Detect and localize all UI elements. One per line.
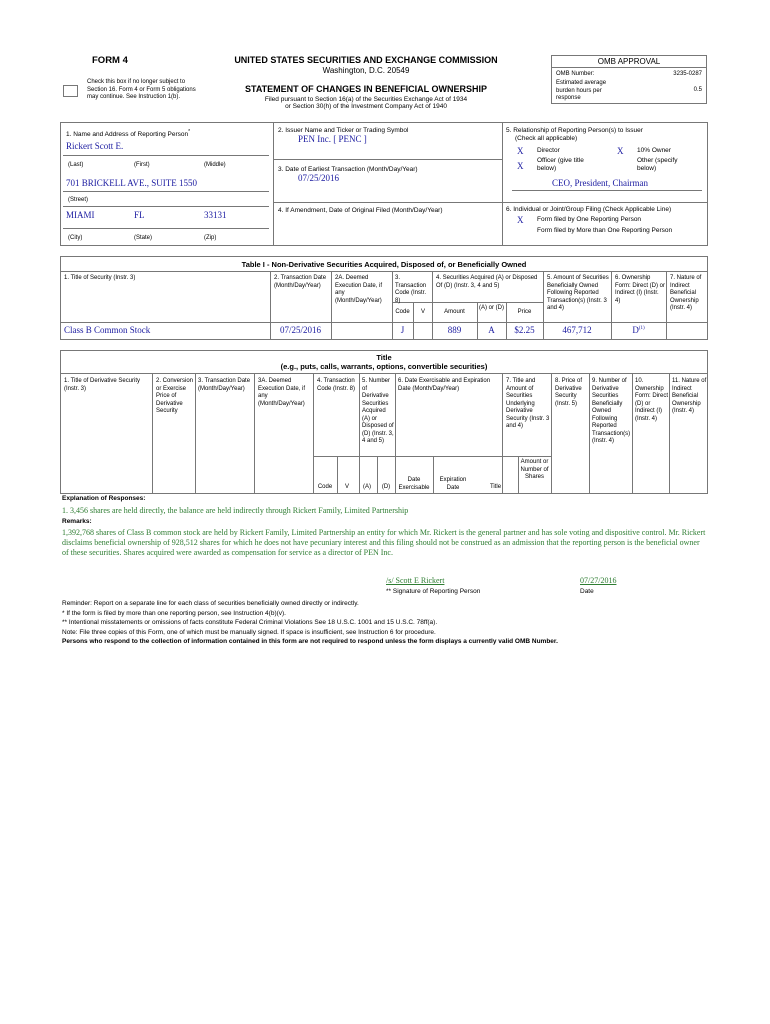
t1-row-form: $D^{(1)}$ <box>632 325 645 335</box>
street-address: 701 BRICKELL AVE., SUITE 1550 <box>66 178 198 188</box>
t2-col-underlying: 7. Title and Amount of Securities Underlying Derivative Security (Instr. 3 and 4) <box>506 378 550 429</box>
relationship-label: 5. Relationship of Reporting Person(s) to Issuer <box>506 127 643 134</box>
agency-name: UNITED STATES SECURITIES AND EXCHANGE COMMISSION <box>234 55 498 65</box>
signature-name: /s/ Scott E Rickert <box>386 576 445 585</box>
t2-sub-code: Code <box>317 484 333 490</box>
signature-date: 07/27/2016 <box>580 576 617 585</box>
reminder-text: Reminder: Report on a separate line for each class of securities beneficially owned directly or indirectly. <box>62 600 359 607</box>
earliest-transaction-date: 07/25/2016 <box>298 173 340 183</box>
last-label: (Last) <box>68 162 84 168</box>
filing-type-label: 6. Individual or Joint/Group Filing (Check Applicable Line) <box>506 206 672 213</box>
t1-col-acquired: 4. Securities Acquired (A) or Disposed Of (D) (Instr. 3, 4 and 5) <box>436 275 538 289</box>
t1-sub-v: V <box>420 309 425 315</box>
t2-col-nature: 11. Nature of Indirect Beneficial Ownership (Instr. 4) <box>672 378 707 414</box>
t1-sub-amount: Amount <box>444 309 465 315</box>
officer-title: CEO, President, Chairman <box>552 178 648 188</box>
agency-city: Washington, D.C. 20549 <box>322 66 410 75</box>
omb-number-label: OMB Number: <box>556 71 595 77</box>
t1-col-nature: 7. Nature of Indirect Beneficial Ownership (Instr. 4) <box>670 275 702 311</box>
amendment-label: 4. If Amendment, Date of Original Filed (Month/Day/Year) <box>278 207 443 214</box>
t1-col-ownership-form: 6. Ownership Form: Direct (D) or Indirect (I) (Instr. 4) <box>615 275 665 304</box>
burden-value: 0.5 <box>693 87 702 93</box>
t2-sub-expiration: Expiration Date <box>439 477 467 491</box>
reporting-person-name: Rickert Scott E. <box>66 141 124 151</box>
footnote-double-star: ** Intentional misstatements or omissions of facts constitute Federal Criminal Violations See 18 U.S.C. 1001 and 15 U.S.C. 78ff(a). <box>62 619 438 626</box>
t2-col-ownership-form: 10. Ownership Form: Direct (D) or Indirect (I) (Instr. 4) <box>635 378 668 422</box>
t2-col-deemed-date: 3A. Deemed Execution Date, if any (Month/Day/Year) <box>258 378 306 407</box>
t2-col-exercisable: 6. Date Exercisable and Expiration Date (Month/Day/Year) <box>398 378 491 392</box>
t1-row-owned: 467,712 <box>562 325 592 335</box>
street-label: (Street) <box>68 197 89 203</box>
remarks-text: 1,392,768 shares of Class B common stock are held by Rickert Family, Limited Partnership an entity for which Mr. Rickert is the general partner and has sole voting and dispositive control. Mr. Rickert disclaims beneficial ownership of 928,512 shares for which he does not have pecuniary interest and this filing should not be construed as an admission that the reporting person is the beneficial owner of these securities. Shares acquired were awarded as compensation for service as a director of PEN Inc. <box>62 528 706 557</box>
signature-date-label: Date <box>580 588 594 595</box>
t1-row-price: $2.25 <box>514 325 535 335</box>
t2-col-conversion: 2. Conversion or Exercise Price of Derivative Security <box>156 378 194 414</box>
t2-sub-d: (D) <box>381 484 391 490</box>
table-2-subtitle: (e.g., puts, calls, warrants, options, convertible securities) <box>280 362 488 371</box>
issuer-label: 2. Issuer Name and Ticker or Trading Symbol <box>278 127 409 134</box>
statement-title: STATEMENT OF CHANGES IN BENEFICIAL OWNERSHIP <box>244 84 487 94</box>
other-label: Other (specify below) <box>637 157 678 172</box>
checkbox-note: Check this box if no longer subject to Section 16. Form 4 or Form 5 obligations may continue. See Instruction 1(b). <box>87 79 196 100</box>
form-title: FORM 4 <box>92 55 128 66</box>
reporting-person-label: 1. Name and Address of Reporting Person* <box>66 129 191 139</box>
filed-pursuant-line1: Filed pursuant to Section 16(a) of the Securities Exchange Act of 1934 <box>264 96 468 103</box>
state-label: (State) <box>134 235 153 241</box>
t2-sub-amount: Amount or Number of Shares <box>520 459 549 480</box>
director-mark[interactable]: X <box>517 146 524 156</box>
t1-col-deemed-date: 2A. Deemed Execution Date, if any (Month/Day/Year) <box>335 275 383 304</box>
t1-col-code: 3. Transaction Code (Instr. 8) <box>395 275 427 304</box>
omb-notice: Persons who respond to the collection of information contained in this form are not required to respond unless the form displays a currently valid OMB Number. <box>62 638 558 645</box>
ten-percent-owner-label: 10% Owner <box>637 147 671 154</box>
t2-col-title: 1. Title of Derivative Security (Instr. 3) <box>64 378 141 392</box>
t1-row-aord: A <box>488 325 495 335</box>
t2-col-transaction-date: 3. Transaction Date (Month/Day/Year) <box>198 378 251 392</box>
relationship-sublabel: (Check all applicable) <box>515 135 578 142</box>
omb-number: 3235-0287 <box>673 71 702 77</box>
earliest-transaction-label: 3. Date of Earliest Transaction (Month/Day/Year) <box>278 166 418 173</box>
t1-row-date: 07/25/2016 <box>279 325 321 335</box>
t1-sub-price: Price <box>517 309 532 315</box>
middle-label: (Middle) <box>204 162 226 168</box>
t1-row-amount: 889 <box>447 325 462 335</box>
t2-col-owned: 9. Number of Derivative Securities Beneficially Owned Following Reported Transaction(s) (Instr. 4) <box>592 378 631 444</box>
officer-label: Officer (give title below) <box>537 157 584 172</box>
t2-sub-date-exercisable: Date Exercisable <box>398 477 430 491</box>
t2-col-price: 8. Price of Derivative Security (Instr. 5) <box>555 378 583 407</box>
zip-value: 33131 <box>204 210 227 220</box>
t1-row-code: J <box>400 325 405 335</box>
t1-col-transaction-date: 2. Transaction Date (Month/Day/Year) <box>274 275 327 289</box>
t1-row-title: Class B Common Stock <box>64 325 151 335</box>
t1-row-footnote[interactable]: (1) <box>638 326 645 331</box>
t1-col-title: 1. Title of Security (Instr. 3) <box>64 275 136 281</box>
footnote-1: 1. 3,456 shares are held directly, the balance are held indirectly through Rickert Family, Limited Partnership <box>62 506 409 515</box>
filed-pursuant-line2: or Section 30(h) of the Investment Company Act of 1940 <box>285 103 447 110</box>
director-label: Director <box>537 147 560 154</box>
remarks-label: Remarks: <box>62 518 92 525</box>
footnote-star: * If the form is filed by more than one reporting person, see Instruction 4(b)(v). <box>62 610 286 617</box>
no-longer-subject-checkbox[interactable] <box>63 85 78 97</box>
t2-sub-a: (A) <box>363 484 371 490</box>
table-1-title: Table I - Non-Derivative Securities Acquired, Disposed of, or Beneficially Owned <box>241 260 527 269</box>
t1-sub-code: Code <box>395 309 410 315</box>
burden-label: Estimated average burden hours per response <box>556 80 607 101</box>
signature-label: ** Signature of Reporting Person <box>386 588 481 595</box>
file-copies-note: Note: File three copies of this Form, one of which must be manually signed. If space is insufficient, see Instruction 6 for procedure. <box>62 629 436 636</box>
t1-sub-aord: (A) or (D) <box>479 305 504 311</box>
table-2-title: Title <box>376 353 392 362</box>
t2-sub-v: V <box>344 484 349 490</box>
ten-percent-owner-mark[interactable]: X <box>617 146 624 156</box>
one-person-label: Form filed by One Reporting Person <box>537 216 642 223</box>
state-value: FL <box>134 210 145 220</box>
omb-approval-title: OMB APPROVAL <box>597 57 661 66</box>
zip-label: (Zip) <box>204 235 217 241</box>
one-person-mark[interactable]: X <box>517 215 524 225</box>
officer-mark[interactable]: X <box>517 161 524 171</box>
explanation-label: Explanation of Responses: <box>62 495 146 502</box>
first-label: (First) <box>134 162 150 168</box>
t2-sub-title: Title <box>489 484 502 490</box>
t2-col-code: 4. Transaction Code (Instr. 8) <box>317 378 356 392</box>
issuer-name: PEN Inc. [ PENC ] <box>298 134 367 144</box>
multi-person-label: Form filed by More than One Reporting Person <box>537 227 673 234</box>
t2-col-number: 5. Number of Derivative Securities Acquired (A) or Disposed of (D) (Instr. 3, 4 and 5) <box>362 378 394 444</box>
city-value: MIAMI <box>66 210 95 220</box>
t1-col-owned: 5. Amount of Securities Beneficially Owned Following Reported Transaction(s) (Instr. 3 and 4) <box>547 275 609 311</box>
city-label: (City) <box>68 235 83 241</box>
